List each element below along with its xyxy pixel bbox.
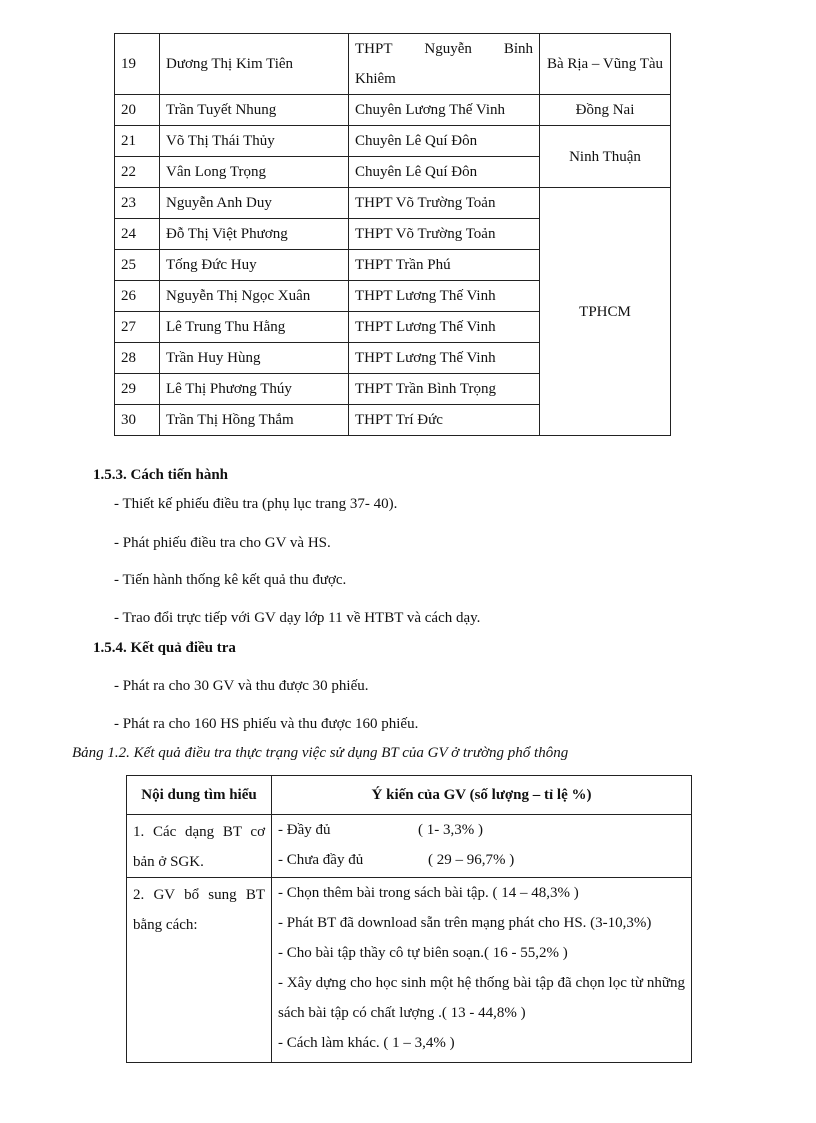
procedure-item: - Trao đổi trực tiếp với GV dạy lớp 11 về HTBT và cách dạy. — [114, 610, 481, 626]
row-number: 24 — [115, 219, 160, 250]
row-number: 23 — [115, 188, 160, 219]
procedure-item: - Thiết kế phiếu điều tra (phụ lục trang 37- 40). — [114, 496, 398, 512]
survey-participants-table — [114, 33, 671, 436]
table-row — [127, 815, 692, 878]
row-number: 28 — [115, 343, 160, 374]
province-tphcm: TPHCM — [540, 188, 671, 436]
school-name: THPT Nguyễn Bỉnh Khiêm — [349, 34, 540, 95]
section-heading-154: 1.5.4. Kết quả điều tra — [93, 640, 236, 656]
row-number: 30 — [115, 405, 160, 436]
teacher-name: Trần Thị Hồng Thắm — [160, 405, 349, 436]
row-number: 26 — [115, 281, 160, 312]
topic-cell: 1. Các dạng BT cơ bản ở SGK. — [127, 815, 272, 878]
teacher-name: Lê Thị Phương Thúy — [160, 374, 349, 405]
row-number: 20 — [115, 95, 160, 126]
school-name: Chuyên Lê Quí Đôn — [349, 126, 540, 157]
teacher-name: Tống Đức Huy — [160, 250, 349, 281]
row-number: 27 — [115, 312, 160, 343]
opinion-cell: - Chọn thêm bài trong sách bài tập. ( 14 – 48,3% ) - Phát BT đã download sẵn trên mạng phát cho HS. (3-10,3%) - Cho bài tập thầy cô tự biên soạn.( 16 - 55,2% ) - Xây dựng cho học sinh một hệ thống bài tập đã chọn lọc từ những sách bài tập có chất lượng .( 13 - 44,8% ) - Cách làm khác. ( 1 – 3,4% ) — [272, 878, 692, 1063]
teacher-name: Võ Thị Thái Thủy — [160, 126, 349, 157]
school-name: THPT Trần Phú — [349, 250, 540, 281]
result-item: - Phát ra cho 30 GV và thu được 30 phiếu. — [114, 678, 369, 694]
row-number: 21 — [115, 126, 160, 157]
school-name: THPT Võ Trường Toản — [349, 188, 540, 219]
row-number: 19 — [115, 34, 160, 95]
section-heading-153: 1.5.3. Cách tiến hành — [93, 467, 229, 483]
teacher-name: Trần Huy Hùng — [160, 343, 349, 374]
school-name: THPT Lương Thế Vinh — [349, 343, 540, 374]
table-header-row — [127, 776, 692, 815]
table-row — [115, 95, 671, 126]
row-number: 29 — [115, 374, 160, 405]
teacher-name: Dương Thị Kim Tiên — [160, 34, 349, 95]
province: Đồng Nai — [540, 95, 671, 126]
school-name: THPT Lương Thế Vinh — [349, 281, 540, 312]
school-name: THPT Trần Bình Trọng — [349, 374, 540, 405]
header-topic: Nội dung tìm hiểu — [127, 776, 272, 815]
school-name: Chuyên Lê Quí Đôn — [349, 157, 540, 188]
result-item: - Phát ra cho 160 HS phiếu và thu được 160 phiếu. — [114, 716, 419, 732]
table-caption: Bảng 1.2. Kết quả điều tra thực trạng việc sử dụng BT của GV ở trường phổ thông — [72, 745, 569, 761]
table-row — [127, 878, 692, 1063]
opinion-cell: - Đầy đủ ( 1- 3,3% ) - Chưa đầy đủ ( 29 – 96,7% ) — [272, 815, 692, 878]
teacher-name: Đỗ Thị Việt Phương — [160, 219, 349, 250]
teacher-name: Nguyễn Thị Ngọc Xuân — [160, 281, 349, 312]
row-number: 22 — [115, 157, 160, 188]
row-number: 25 — [115, 250, 160, 281]
table-row — [115, 34, 671, 95]
school-name: Chuyên Lương Thế Vinh — [349, 95, 540, 126]
school-name: THPT Lương Thế Vinh — [349, 312, 540, 343]
school-name: THPT Trí Đức — [349, 405, 540, 436]
teacher-name: Trần Tuyết Nhung — [160, 95, 349, 126]
procedure-item: - Tiến hành thống kê kết quả thu được. — [114, 572, 347, 588]
table-row — [115, 126, 671, 157]
procedure-item: - Phát phiếu điều tra cho GV và HS. — [114, 535, 331, 551]
table-row — [115, 188, 671, 219]
teacher-name: Nguyễn Anh Duy — [160, 188, 349, 219]
teacher-name: Lê Trung Thu Hằng — [160, 312, 349, 343]
topic-cell: 2. GV bổ sung BT bằng cách: — [127, 878, 272, 1063]
province-ninh-thuan: Ninh Thuận — [540, 126, 671, 188]
survey-results-table — [126, 775, 692, 1063]
header-opinion: Ý kiến của GV (số lượng – tỉ lệ %) — [272, 776, 692, 815]
teacher-name: Vân Long Trọng — [160, 157, 349, 188]
province: Bà Rịa – Vũng Tàu — [540, 34, 671, 95]
school-name: THPT Võ Trường Toản — [349, 219, 540, 250]
